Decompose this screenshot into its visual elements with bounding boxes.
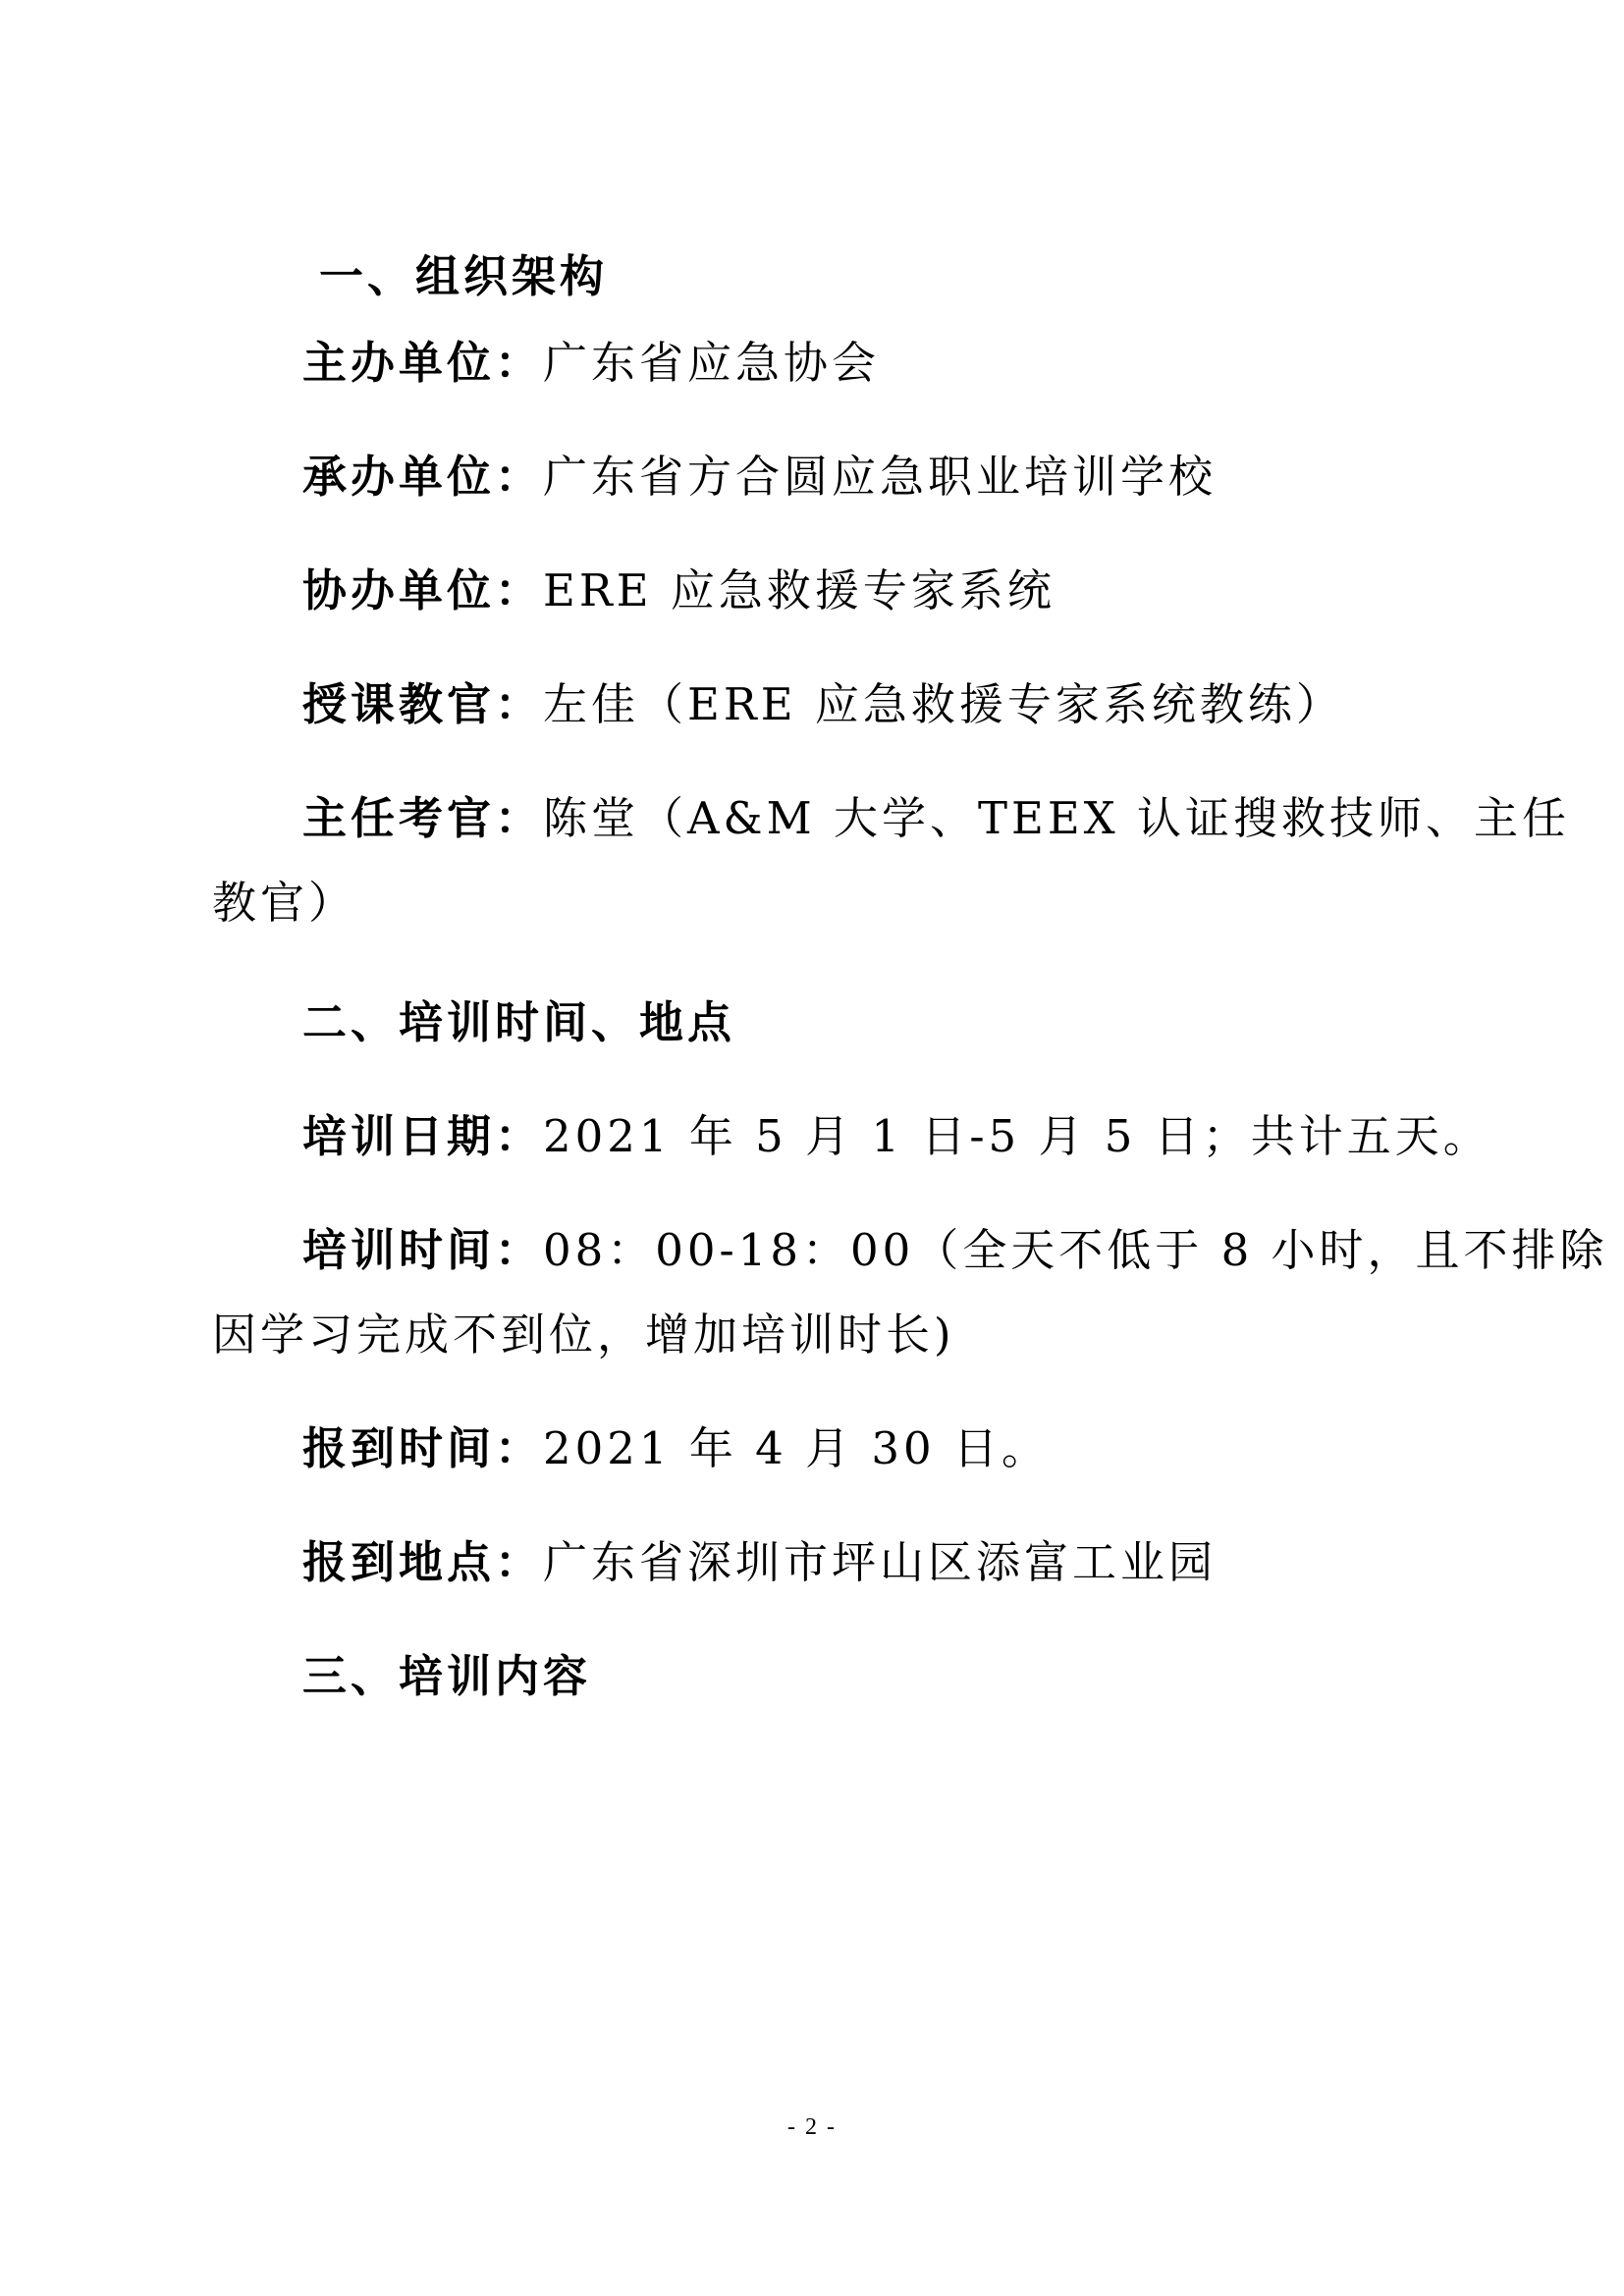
org-co-row (302, 561, 1056, 620)
schedule-time-value: 08：00-18：00（全天不低于 8 小时，且不排除 (543, 1224, 1608, 1276)
schedule-checkin-time-row (302, 1419, 1050, 1478)
schedule-date-label: 培训日期： (302, 1110, 544, 1162)
org-co-value: ERE 应急救援专家系统 (543, 564, 1056, 616)
section-heading-text: 一、组织架构 (319, 250, 609, 302)
org-examiner-value-continued: 教官） (212, 877, 357, 929)
schedule-time-continuation (212, 1306, 955, 1364)
schedule-checkin-place-label: 报到地点： (302, 1536, 544, 1588)
org-examiner-value: 陈堂（A&M 大学、TEEX 认证搜救技师、主任 (543, 792, 1571, 844)
org-co-label: 协办单位： (302, 564, 544, 616)
section-heading-organization (319, 247, 608, 306)
section-heading-content (302, 1647, 591, 1706)
org-instructor-value: 左佳（ERE 应急救援专家系统教练） (543, 678, 1344, 730)
schedule-time-value-continued: 因学习完成不到位，增加培训时长) (212, 1308, 955, 1361)
schedule-checkin-time-value: 2021 年 4 月 30 日。 (543, 1422, 1050, 1474)
schedule-date-value: 2021 年 5 月 1 日-5 月 5 日；共计五天。 (543, 1110, 1491, 1162)
section-heading-text: 三、培训内容 (302, 1650, 592, 1702)
org-examiner-label: 主任考官： (302, 792, 544, 844)
org-organizer-label: 承办单位： (302, 451, 544, 503)
schedule-checkin-place-row (302, 1533, 1217, 1592)
org-examiner-row (302, 789, 1570, 848)
org-host-row (302, 334, 880, 393)
section-heading-time-place (302, 993, 735, 1052)
page-number: - 2 - (787, 2114, 837, 2140)
org-organizer-row (302, 448, 1217, 507)
schedule-time-label: 培训时间： (302, 1224, 544, 1276)
org-host-label: 主办单位： (302, 337, 544, 389)
schedule-checkin-time-label: 报到时间： (302, 1422, 544, 1474)
org-host-value: 广东省应急协会 (543, 337, 881, 389)
schedule-date-row (302, 1107, 1491, 1166)
schedule-checkin-place-value: 广东省深圳市坪山区添富工业园 (543, 1536, 1218, 1588)
section-heading-text: 二、培训时间、地点 (302, 996, 736, 1048)
org-examiner-continuation (212, 874, 356, 933)
org-instructor-row (302, 675, 1344, 734)
org-organizer-value: 广东省方合圆应急职业培训学校 (543, 451, 1218, 503)
schedule-time-row (302, 1221, 1608, 1280)
org-instructor-label: 授课教官： (302, 678, 544, 730)
